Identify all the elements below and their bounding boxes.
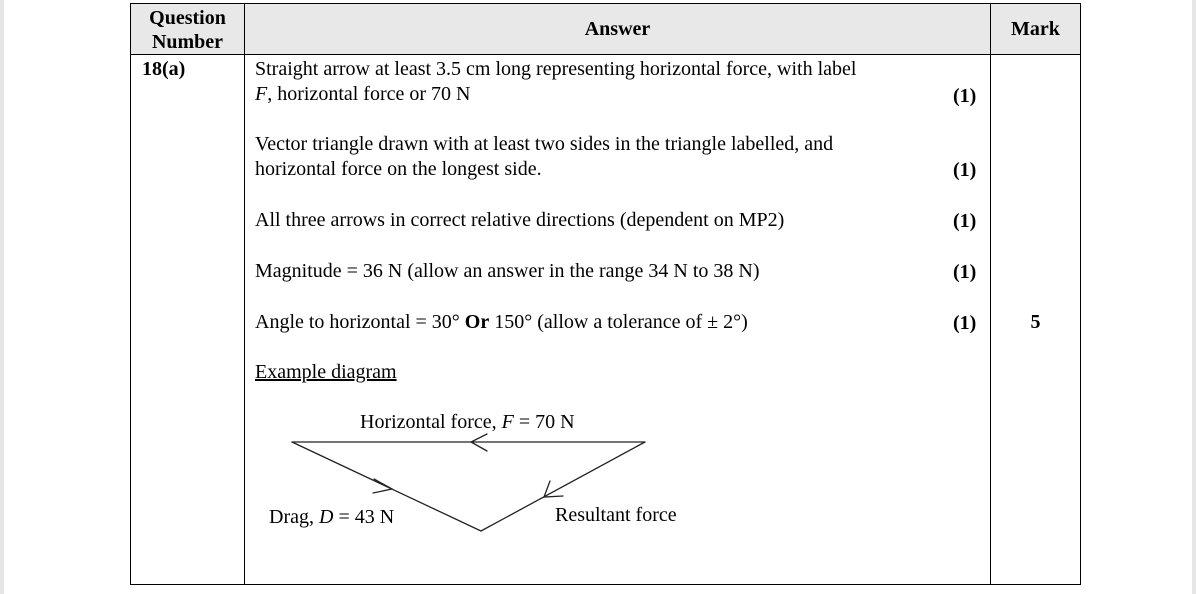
mark-point-5-mark: (1)	[953, 312, 977, 334]
header-answer: Answer	[584, 18, 651, 40]
header-question-number: Question Number	[149, 7, 226, 53]
total-mark: 5	[1030, 311, 1041, 333]
mark-point-3-line1: All three arrows in correct relative directions (dependent on MP2)	[255, 209, 785, 231]
mark-point-5-line1: Angle to horizontal = 30° Or 150° (allow a tolerance of ± 2°)	[255, 311, 748, 333]
resultant-force-label: Resultant force	[555, 504, 677, 526]
drag-force-label: Drag, D = 43 N	[269, 506, 395, 528]
example-diagram-heading: Example diagram	[255, 361, 397, 383]
mark-point-2-line1: Vector triangle drawn with at least two sides in the triangle labelled, and	[255, 133, 834, 155]
mark-point-1-line1: Straight arrow at least 3.5 cm long representing horizontal force, with label	[255, 58, 857, 80]
horizontal-force-label: Horizontal force, F = 70 N	[360, 411, 575, 433]
mark-point-2-mark: (1)	[953, 159, 977, 181]
mark-point-1-line2: F, horizontal force or 70 N	[255, 83, 471, 105]
mark-point-2-line2: horizontal force on the longest side.	[255, 158, 542, 180]
mark-point-3-mark: (1)	[953, 210, 977, 232]
mark-point-1-mark: (1)	[953, 85, 977, 107]
header-mark: Mark	[1011, 18, 1060, 40]
mark-point-4-line1: Magnitude = 36 N (allow an answer in the range 34 N to 38 N)	[255, 260, 760, 282]
question-number: 18(a)	[142, 58, 186, 80]
mark-point-4-mark: (1)	[953, 261, 977, 283]
resultant-arrow-line	[481, 442, 645, 531]
